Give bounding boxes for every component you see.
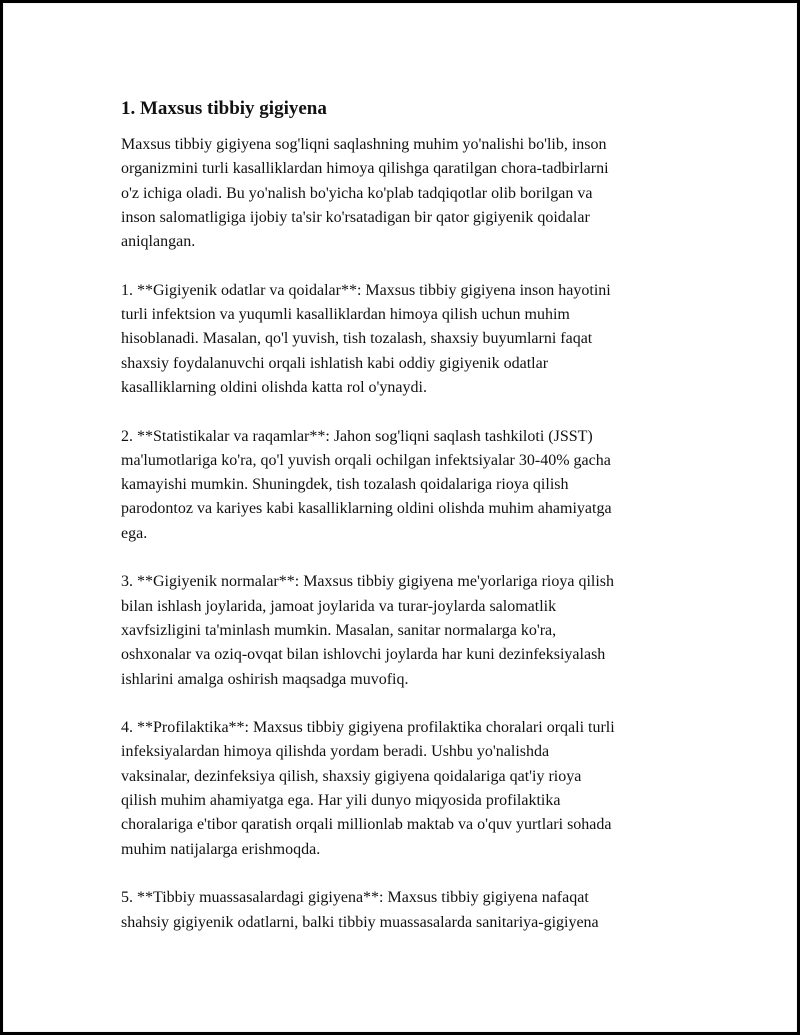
- intro-paragraph: Maxsus tibbiy gigiyena sog'liqni saqlashning muhim yo'nalishi bo'lib, inson organizmini turli kasalliklardan himoya qilishga qaratilgan chora-tadbirlarni o'z ichiga oladi. Bu yo'nalish bo'yicha ko'plab tadqiqotlar olib borilgan va inson salomatligiga ijobiy ta'sir ko'rsatadigan bir qator gigiyenik qoidalar aniqlangan.: [121, 136, 609, 251]
- section-hygiene-habits: 1. **Gigiyenik odatlar va qoidalar**: Maxsus tibbiy gigiyena inson hayotini turli infektsion va yuqumli kasalliklardan himoya qilish uchun muhim hisoblanadi. Masalan, qo'l yuvish, tish tozalash, shaxsiy buyumlarni faqat shaxsiy foydalanuvchi orqali ishlatish kabi oddiy gigiyenik odatlar kasalliklarning oldini olishda katta rol o'ynaydi.: [121, 281, 611, 396]
- section-prophylaxis: 4. **Profilaktika**: Maxsus tibbiy gigiyena profilaktika choralari orqali turli infeksiyalardan himoya qilishda yordam beradi. Ushbu yo'nalishda vaksinalar, dezinfeksiya qilish, shaxsiy gigiyena qoidalariga qat'iy rioya qilish muhim ahamiyatga ega. Har yili dunyo miqyosida profilaktika choralariga e'tibor qaratish orqali millionlab maktab va o'quv yurtlari sohada muhim natijalarga erishmoqda.: [121, 719, 615, 858]
- document-body: [121, 97, 696, 959]
- section-medical-institutions: 5. **Tibbiy muassasalardagi gigiyena**: Maxsus tibbiy gigiyena nafaqat shahsiy gigiyenik odatlarni, balki tibbiy muassasalarda sanitariya-gigiyena: [121, 889, 599, 931]
- section-statistics: 2. **Statistikalar va raqamlar**: Jahon sog'liqni saqlash tashkiloti (JSST) ma'lumotlariga ko'ra, qo'l yuvish orqali ochilgan infektsiyalar 30-40% gacha kamayishi mumkin. Shuningdek, tish tozalash qoidalariga rioya qilish parodontoz va kariyes kabi kasalliklarning oldini olishda muhim ahamiyatga ega.: [121, 427, 612, 542]
- document-title: 1. Maxsus tibbiy gigiyena: [121, 98, 327, 119]
- section-hygiene-norms: 3. **Gigiyenik normalar**: Maxsus tibbiy gigiyena me'yorlariga rioya qilish bilan ishlash joylarida, jamoat joylarida va turar-joylarda salomatlik xavfsizligini ta'minlash mumkin. Masalan, sanitar normalarga ko'ra, oshxonalar va oziq-ovqat bilan ishlovchi joylarda har kuni dezinfeksiyalash ishlarini amalga oshirish maqsadga muvofiq.: [121, 573, 615, 688]
